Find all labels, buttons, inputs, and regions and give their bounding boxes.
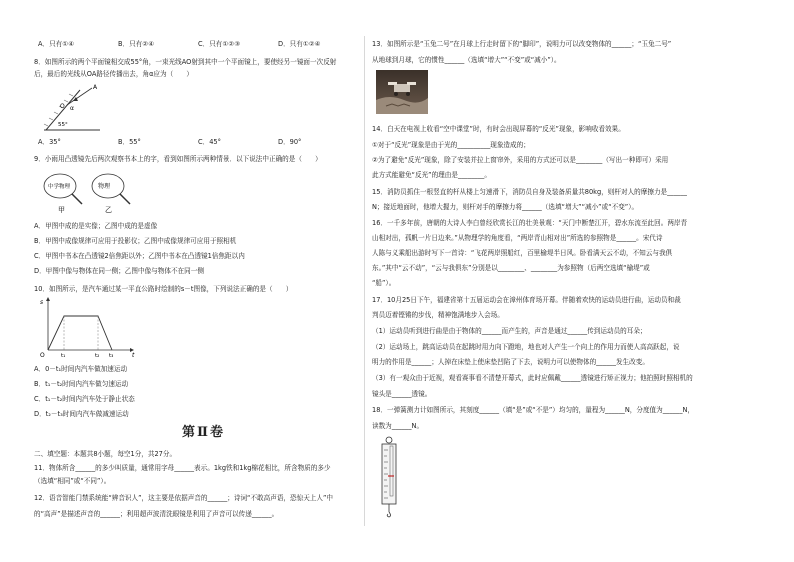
q10-option-b: B．t₁－t₂时间内汽车做匀速运动: [34, 380, 129, 388]
q10-option-c: C．t₁－t₂时间内汽车处于静止状态: [34, 395, 135, 403]
q14-line-1: 14．白天在电视上收看“空中课堂”时，有时会出现屏幕的“反光”现象，影响收看效果。: [372, 125, 625, 133]
q14-line-3: ②为了避免“反光”现象，除了安装并拉上窗帘外，采用的方式还可以是________（写出一种即可）采用: [372, 156, 669, 164]
q10-x-label: t: [132, 352, 135, 358]
q9-option-d: D．甲图中像与物体在同一侧；乙图中像与物体不在同一侧: [34, 267, 204, 275]
q8-option-d: D．90°: [278, 138, 302, 146]
q17-line-4: （2）运动场上，跳高运动员在起跳时用力向下蹬地，地也对人产生一个向上的作用力而使人高高跃起，说: [372, 343, 680, 351]
q8-label-alpha: α: [70, 105, 74, 112]
q18-line-2: 读数为______N。: [372, 422, 424, 430]
q17-line-5: 明力的作用是______；人掉在床垫上使床垫凹陷了下去，说明力可以使物体的______发生改变。: [372, 358, 649, 366]
q10-y-label: s: [40, 299, 44, 306]
right-column: [372, 0, 728, 562]
q10-option-d: D．t₂－t₃时间内汽车做减速运动: [34, 410, 129, 418]
q8-angle-label: 55°: [58, 122, 68, 128]
q8-stem-1: 8．如图所示的两个平面镜相交成55°角，一束光线AO射到其中一个平面镜上，要使经另一镜面一次反射: [34, 58, 337, 66]
q8-stem-2: 后，最后的光线从OA路径传播出去，角α应为（ ）: [34, 70, 193, 78]
q9-caption-yi: 乙: [105, 206, 112, 214]
q16-line-1: 16．一千多年前，唐朝的大诗人李白曾经欣赏长江的壮美景观：“天门中断楚江开，碧水东流至此回。两岸青: [372, 219, 688, 227]
q10-st-graph: [38, 296, 138, 358]
fill-intro: 二、填空题：本题共8小题，每空1分，共27分。: [34, 450, 177, 458]
q9-option-a: A．甲图中成的是实像；乙图中成的是虚像: [34, 222, 158, 230]
q16-line-4: 东。”其中“云不动”，“云与我俱东”分别是以________、________为参照物（后两空选填“榆堤”或: [372, 264, 650, 272]
q16-line-2: 山相对出，孤帆一片日边来。”从物理学的角度看，“两岸青山相对出”所选的参照物是______。宋代诗: [372, 234, 663, 242]
q17-line-1: 17．10月25日下午，福建省第十五届运动会在漳州体育场开幕。伴随着欢快的运动员进行曲，运动员和裁: [372, 296, 681, 304]
q15-line-2: N；接近地面时，他增大握力，则杆对手的摩擦力将______（选填“增大”“减小”或“不变”）。: [372, 203, 639, 211]
q12-line-1: 12．语音智能门禁系统能“辨音识人”，这主要是依据声音的______；诗词“不敢高声语，恐惊天上人”中: [34, 494, 333, 502]
q10-origin: O: [40, 352, 45, 358]
q18-line-1: 18．一弹簧测力计如图所示，其刻度______（填“是”或“不是”）均匀的，量程为______N，分度值为______N，: [372, 406, 695, 414]
left-column: [34, 0, 390, 562]
q17-line-6: （3）有一观众由于近视，观看赛事看不清楚开幕式，此时应佩戴______透镜进行矫正视力；他拍照时照相机的: [372, 374, 693, 382]
q8-label-a: A: [93, 84, 98, 91]
q10-option-a: A．0－t₁时间内汽车做加速运动: [34, 365, 128, 373]
q9-left-text: 中学物理: [48, 184, 71, 190]
q16-line-5: “船”）。: [372, 279, 396, 287]
q13-moon-rover-photo: [376, 70, 428, 114]
q9-option-b: B．甲图中成像规律可应用于投影仪；乙图中成像规律可应用于照相机: [34, 237, 237, 245]
q9-stem: 9．小雨用凸透镜先后两次观察书本上的字，看到如图所示两种情景．以下说法中正确的是（ ）: [34, 155, 322, 163]
q8-mirror-figure: [40, 80, 102, 134]
q9-right-text: 物理: [98, 183, 111, 190]
q17-line-3: （1）运动员听到进行曲是由于物体的______而产生的，声音是通过______传到运动员的耳朵；: [372, 327, 647, 335]
q15-line-1: 15．消防员抓住一根竖直的杆从楼上匀速滑下，消防员自身及装备质量共80kg，则杆对人的摩擦力是______: [372, 188, 687, 196]
q10-stem: 10．如图所示，是汽车通过某一平直公路时绘制的s－t图像，下列说法正确的是（ ）: [34, 285, 293, 293]
q17-line-7: 镜头是______透镜。: [372, 390, 432, 398]
q7-option-b: B．只有②④: [118, 40, 155, 48]
q13-line-1: 13．如图所示是“玉兔二号”在月球上行走时留下的“脚印”，说明力可以改变物体的______；“玉兔二号”: [372, 40, 672, 48]
q8-option-a: A．35°: [38, 138, 61, 146]
q9-option-c: C．甲图中书本在凸透镜2倍焦距以外；乙图中书本在凸透镜1倍焦距以内: [34, 252, 245, 260]
q16-line-3: 人陈与义乘船出游时写下一首诗：“飞花两岸照船红，百里榆堤半日风。卧看满天云不动，不知云与我俱: [372, 249, 673, 257]
q18-spring-scale: [378, 436, 400, 518]
q7-option-c: C．只有①②③: [198, 40, 241, 48]
q9-caption-jia: 甲: [58, 206, 65, 214]
q12-line-2: 的“高声”是描述声音的______；利用超声波清洗眼镜是利用了声音可以传递______。: [34, 510, 279, 518]
q9-lens-figure: [38, 168, 148, 214]
q7-option-d: D．只有①②④: [278, 40, 321, 48]
q13-line-2: 从地球到月球，它的惯性______（选填“增大”“不变”或“减小”）。: [372, 56, 561, 64]
q8-option-c: C．45°: [198, 138, 221, 146]
q10-tick-t3: t₃: [109, 353, 114, 358]
q14-line-4: 此方式能避免“反光”的理由是________。: [372, 171, 491, 179]
q8-label-o: O: [60, 103, 65, 110]
q14-line-2: ①对于“反光”现象是由于光的__________现象造成的；: [372, 141, 530, 149]
q17-line-2: 判员迈着铿锵的步伐，精神饱满地步入会场。: [372, 311, 504, 319]
q10-tick-t1: t₁: [61, 353, 66, 358]
q7-option-a: A．只有①④: [38, 40, 75, 48]
q11-line-1: 11．物体所含______的多少叫质量，通常用字母______表示。1kg铁和1kg棉花相比，所含物质的多少: [34, 464, 331, 472]
q10-tick-t2: t₂: [95, 353, 100, 358]
section-title: 第Ⅱ卷: [182, 425, 225, 440]
q8-option-b: B．55°: [118, 138, 141, 146]
q11-line-2: （选填“相同”或“不同”）。: [34, 477, 111, 485]
